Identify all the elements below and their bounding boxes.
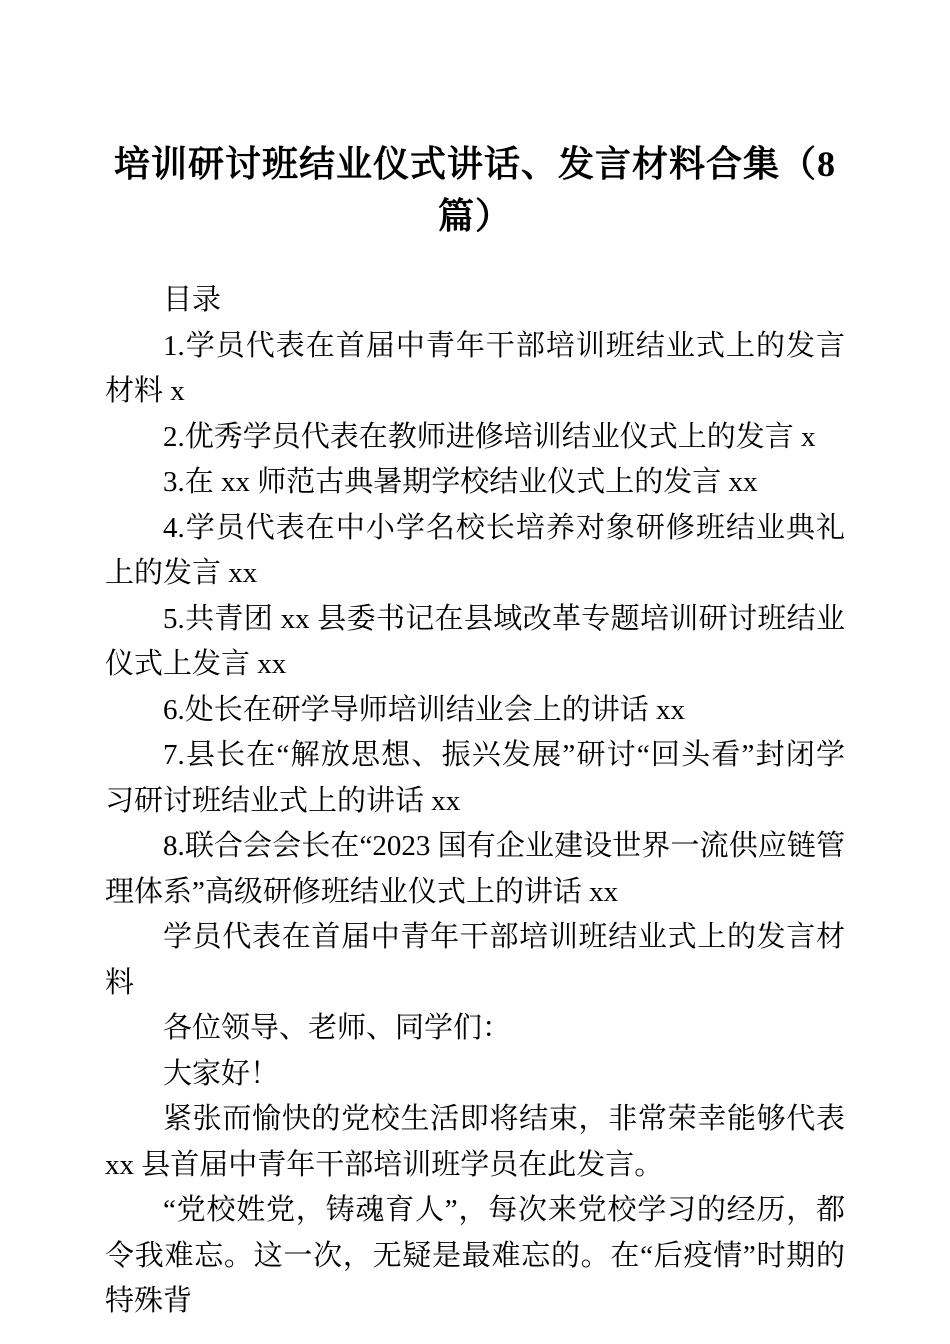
toc-item-8: 8.联合会会长在“2023 国有企业建设世界一流供应链管理体系”高级研修班结业仪式上的讲话 xx: [105, 830, 845, 908]
toc-item-2: 2.优秀学员代表在教师进修培训结业仪式上的发言 x: [163, 420, 816, 453]
document-body: [105, 278, 845, 1325]
body-paragraph-salutation: 各位领导、老师、同学们：: [163, 1012, 512, 1044]
toc-item-5: 5.共青团 xx 县委书记在县域改革专题培训研讨班结业仪式上发言 xx: [105, 602, 845, 680]
toc-item-7: 7.县长在“解放思想、振兴发展”研讨“回头看”封闭学习研讨班结业式上的讲话 xx: [105, 739, 845, 817]
body-paragraph-greeting: 大家好！: [163, 1057, 280, 1090]
body-paragraph-1: 紧张而愉快的党校生活即将结束，非常荣幸能够代表 xx 县首届中青年干部培训班学员在此发言。: [105, 1103, 845, 1181]
body-paragraph-2: “党校姓党，铸魂育人”，每次来党校学习的经历，都令我难忘。这一次，无疑是最难忘的。在“后疫情”时期的特殊背: [105, 1194, 845, 1317]
toc-item-4: 4.学员代表在中小学名校长培养对象研修班结业典礼上的发言 xx: [105, 511, 845, 589]
document-content: [0, 138, 950, 1325]
toc-item-1: 1.学员代表在首届中青年干部培训班结业式上的发言材料 x: [105, 329, 845, 407]
document-title: 培训研讨班结业仪式讲话、发言材料合集（8篇）: [113, 144, 836, 236]
toc-heading: 目录: [163, 284, 222, 316]
toc-item-3: 3.在 xx 师范古典暑期学校结业仪式上的发言 xx: [163, 466, 758, 498]
body-section-title: 学员代表在首届中青年干部培训班结业式上的发言材料: [105, 921, 845, 999]
toc-item-6: 6.处长在研学导师培训结业会上的讲话 xx: [163, 693, 686, 726]
